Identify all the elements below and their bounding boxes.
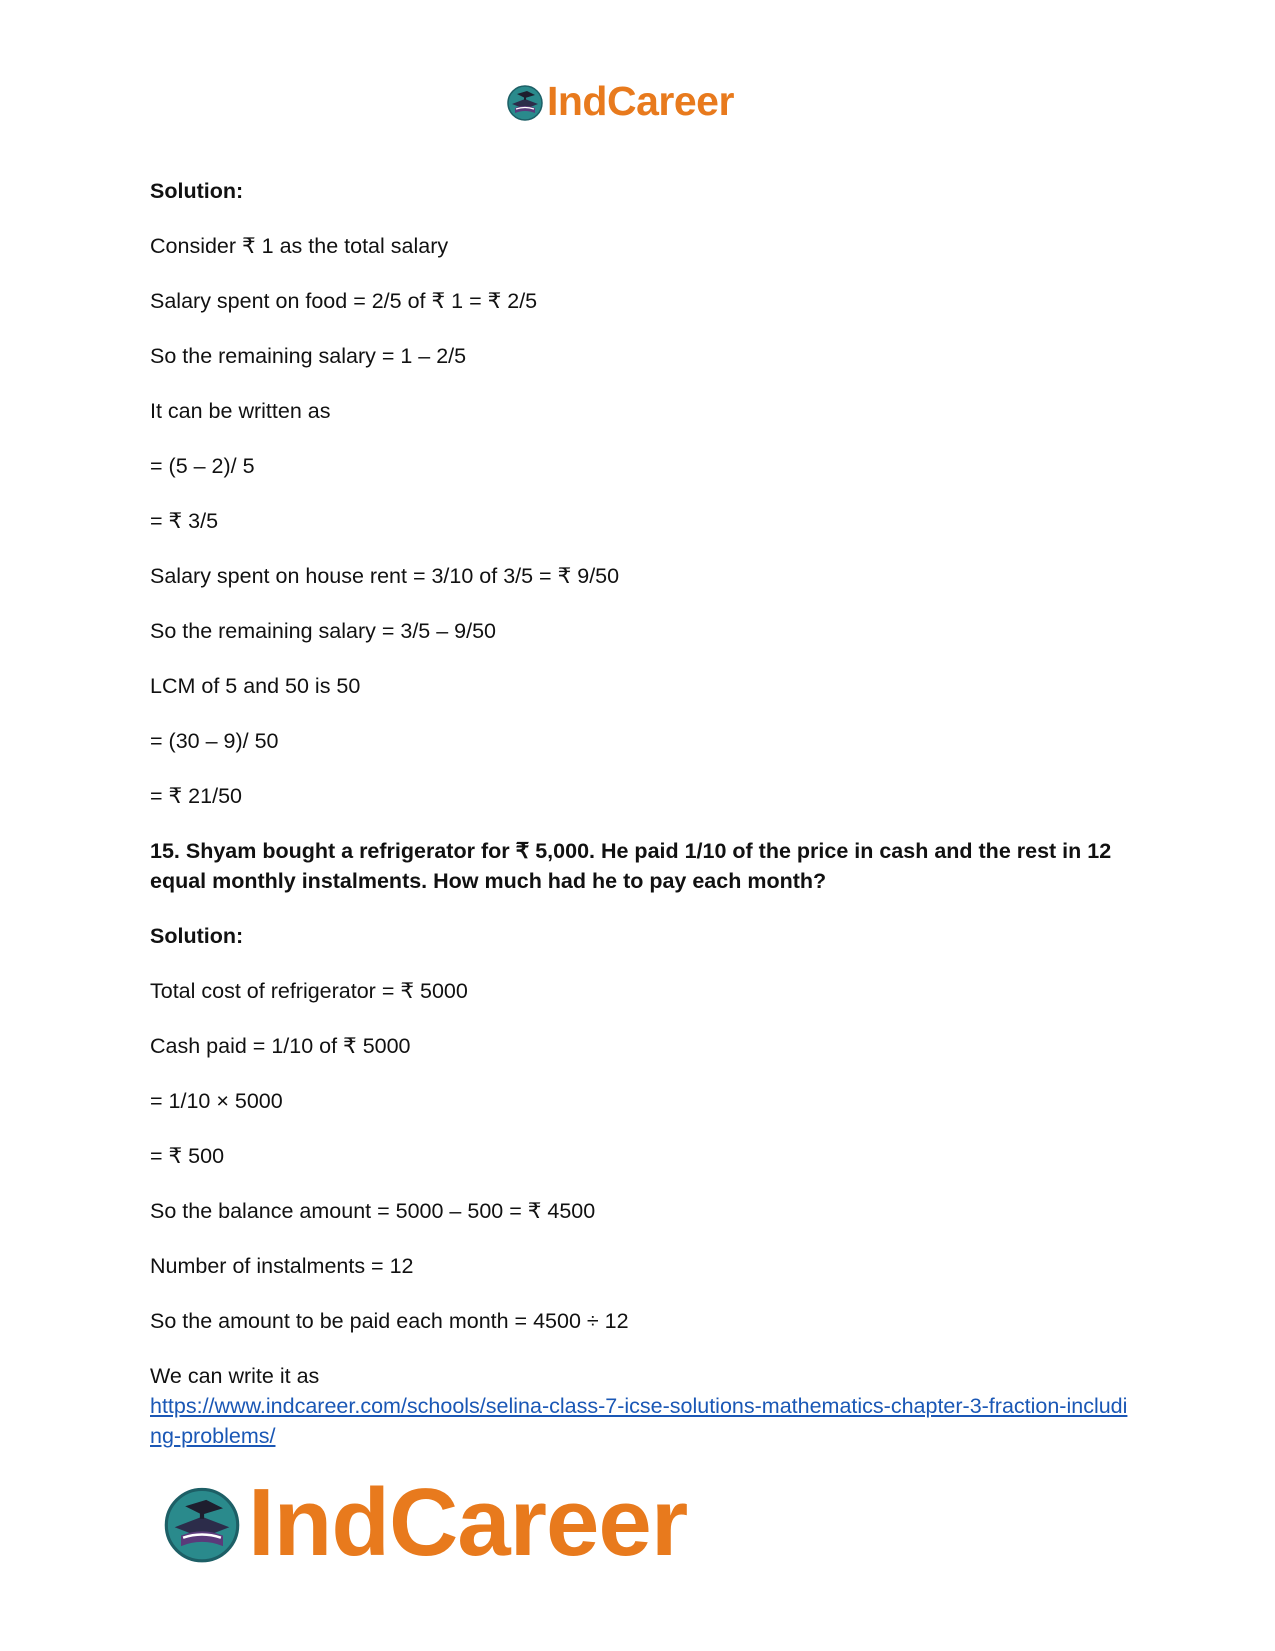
solution-line: = 1/10 × 5000: [150, 1089, 283, 1113]
header-logo: [505, 78, 734, 125]
graduation-book-icon: [505, 82, 545, 122]
solution-line: Total cost of refrigerator = ₹ 5000: [150, 979, 468, 1003]
solution-line: LCM of 5 and 50 is 50: [150, 674, 361, 698]
question-15: 15. Shyam bought a refrigerator for ₹ 5,000. He paid 1/10 of the price in cash and the rest in 12 equal monthly instalments. How much had he to pay each month?: [150, 839, 1112, 893]
solution-heading: Solution:: [150, 179, 244, 203]
logo-text: IndCareer: [547, 78, 734, 124]
solution-line: So the remaining salary = 1 – 2/5: [150, 344, 467, 368]
source-link[interactable]: https://www.indcareer.com/schools/selina-class-7-icse-solutions-mathematics-chapter-3-fraction-including-problems/: [150, 1394, 1128, 1448]
solution-line: We can write it as: [150, 1364, 320, 1388]
graduation-book-icon: [160, 1481, 244, 1565]
solution-line: Number of instalments = 12: [150, 1254, 414, 1278]
solution-line: It can be written as: [150, 399, 331, 423]
logo-text: IndCareer: [248, 1469, 688, 1576]
solution-line: Consider ₹ 1 as the total salary: [150, 234, 449, 258]
solution-line: So the remaining salary = 3/5 – 9/50: [150, 619, 497, 643]
solution-line: Salary spent on food = 2/5 of ₹ 1 = ₹ 2/5: [150, 289, 538, 313]
solution-line: = ₹ 3/5: [150, 509, 219, 533]
solution-line: = ₹ 500: [150, 1144, 225, 1168]
solution-line: Salary spent on house rent = 3/10 of 3/5 = ₹ 9/50: [150, 564, 620, 588]
document-body: [150, 176, 1130, 1451]
solution-line: So the balance amount = 5000 – 500 = ₹ 4500: [150, 1199, 596, 1223]
solution-line: = ₹ 21/50: [150, 784, 242, 808]
solution-line: = (30 – 9)/ 50: [150, 729, 279, 753]
solution-line: Cash paid = 1/10 of ₹ 5000: [150, 1034, 411, 1058]
solution-line: = (5 – 2)/ 5: [150, 454, 255, 478]
footer-logo: [160, 1468, 687, 1578]
solution-line: So the amount to be paid each month = 4500 ÷ 12: [150, 1309, 629, 1333]
solution-heading: Solution:: [150, 924, 244, 948]
